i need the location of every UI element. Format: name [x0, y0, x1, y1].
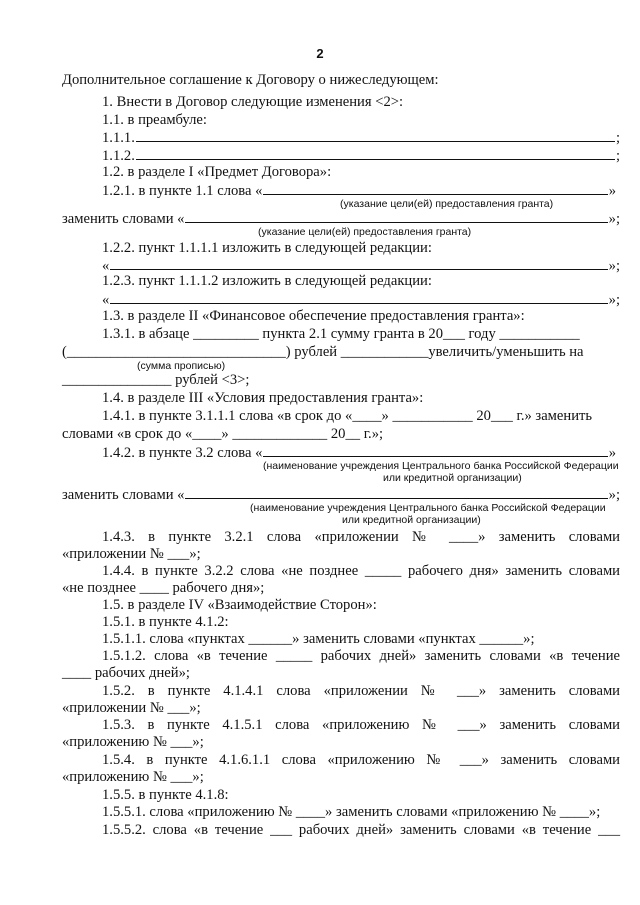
item-1-5-5-2: 1.5.5.2. слова «в течение ___ рабочих дней» заменить словами «в течение ___ [102, 822, 620, 838]
item-1-4-1-cont: словами «в срок до «____» _____________ 20__ г.»; [62, 426, 384, 442]
close-quote: »; [608, 292, 620, 308]
item-1-3-1: 1.3.1. в абзаце _________ пункта 2.1 сумму гранта в 20___ году ___________ [102, 326, 580, 342]
replace-text: заменить словами « [62, 487, 185, 503]
intro-line: Дополнительное соглашение к Договору о нижеследующем: [62, 72, 439, 88]
blank-line [136, 129, 615, 142]
close-quote: » [608, 445, 616, 461]
close-quote: »; [608, 211, 620, 227]
item-1-5-1-2: 1.5.1.2. слова «в течение _____ рабочих дней» заменить словами «в течение [102, 648, 620, 664]
blank-line [185, 210, 607, 223]
item-1-5-1-1: 1.5.1.1. слова «пунктах ______» заменить словами «пунктах ______»; [102, 631, 535, 647]
blank-line [263, 182, 607, 195]
item-1-3-1-cont: (______________________________) рублей ____________увеличить/уменьшить на [62, 344, 584, 360]
close-quote: » [608, 183, 616, 199]
caption-goal: (указание цели(ей) предоставления гранта) [258, 226, 472, 238]
item-1-1-2-label: 1.1.2. [102, 148, 135, 164]
item-1-2-2: 1.2.2. пункт 1.1.1.1 изложить в следующей редакции: [102, 240, 432, 256]
replace-text: заменить словами « [62, 211, 185, 227]
item-1-5-2: 1.5.2. в пункте 4.1.4.1 слова «приложении № ___» заменить словами [102, 683, 620, 699]
item-1-5-4: 1.5.4. в пункте 4.1.6.1.1 слова «приложению № ___» заменить словами [102, 752, 620, 768]
page-number: 2 [316, 46, 324, 61]
item-1-5-4-cont: «приложению № ___»; [62, 769, 204, 785]
blank-line [110, 291, 607, 304]
caption-cb: или кредитной организации) [342, 514, 481, 526]
blank-line [136, 147, 615, 160]
blank-line [110, 257, 607, 270]
caption-cb: или кредитной организации) [383, 472, 522, 484]
item-1-5-2-cont: «приложении № ___»; [62, 700, 201, 716]
item-1-1-2 [102, 147, 620, 165]
caption-goal: (указание цели(ей) предоставления гранта) [340, 198, 554, 210]
item-1-5-3-cont: «приложению № ___»; [62, 734, 204, 750]
item-1-5-3: 1.5.3. в пункте 4.1.5.1 слова «приложению № ___» заменить словами [102, 717, 620, 733]
open-quote: « [102, 258, 110, 274]
item-1-4-4-cont: «не позднее ____ рабочего дня»; [62, 580, 265, 596]
item-1-5-1-2-cont: ____ рабочих дней»; [62, 665, 190, 681]
item-1-1-1-label: 1.1.1. [102, 130, 135, 146]
item-1-2-3: 1.2.3. пункт 1.1.1.2 изложить в следующей редакции: [102, 273, 432, 289]
quote-line-2 [102, 291, 620, 309]
caption-cb: (наименование учреждения Центрального банка Российской Федерации [250, 502, 606, 514]
item-1-4-4: 1.4.4. в пункте 3.2.2 слова «не позднее _____ рабочего дня» заменить словами [102, 563, 620, 579]
item-1-4: 1.4. в разделе III «Условия предоставления гранта»: [102, 390, 424, 406]
item-1-3: 1.3. в разделе II «Финансовое обеспечение предоставления гранта»: [102, 308, 525, 324]
semicolon: ; [615, 148, 620, 164]
item-1-4-3-cont: «приложении № ___»; [62, 546, 201, 562]
item-1-3-1-end: _______________ рублей <3>; [62, 372, 250, 388]
item-1-4-3: 1.4.3. в пункте 3.2.1 слова «приложении № ____» заменить словами [102, 529, 620, 545]
item-1-5-1: 1.5.1. в пункте 4.1.2: [102, 614, 229, 630]
item-1-1-1 [102, 129, 620, 147]
item-1-2: 1.2. в разделе I «Предмет Договора»: [102, 164, 332, 180]
blank-line [263, 444, 607, 457]
caption-sum: (сумма прописью) [137, 360, 226, 372]
item-1-2-1-text: 1.2.1. в пункте 1.1 слова « [102, 183, 263, 199]
item-1: 1. Внести в Договор следующие изменения <2>: [102, 94, 404, 110]
blank-line [185, 486, 607, 499]
close-quote: »; [608, 258, 620, 274]
caption-cb: (наименование учреждения Центрального банка Российской Федерации [263, 460, 619, 472]
item-1-4-2-text: 1.4.2. в пункте 3.2 слова « [102, 445, 263, 461]
item-1-5: 1.5. в разделе IV «Взаимодействие Сторон»: [102, 597, 377, 613]
item-1-4-1: 1.4.1. в пункте 3.1.1.1 слова «в срок до «____» ___________ 20___ г.» заменить [102, 408, 593, 424]
close-quote: »; [608, 487, 620, 503]
item-1-5-5: 1.5.5. в пункте 4.1.8: [102, 787, 229, 803]
semicolon: ; [615, 130, 620, 146]
open-quote: « [102, 292, 110, 308]
item-1-1: 1.1. в преамбуле: [102, 112, 207, 128]
item-1-5-5-1: 1.5.5.1. слова «приложению № ____» заменить словами «приложению № ____»; [102, 804, 601, 820]
